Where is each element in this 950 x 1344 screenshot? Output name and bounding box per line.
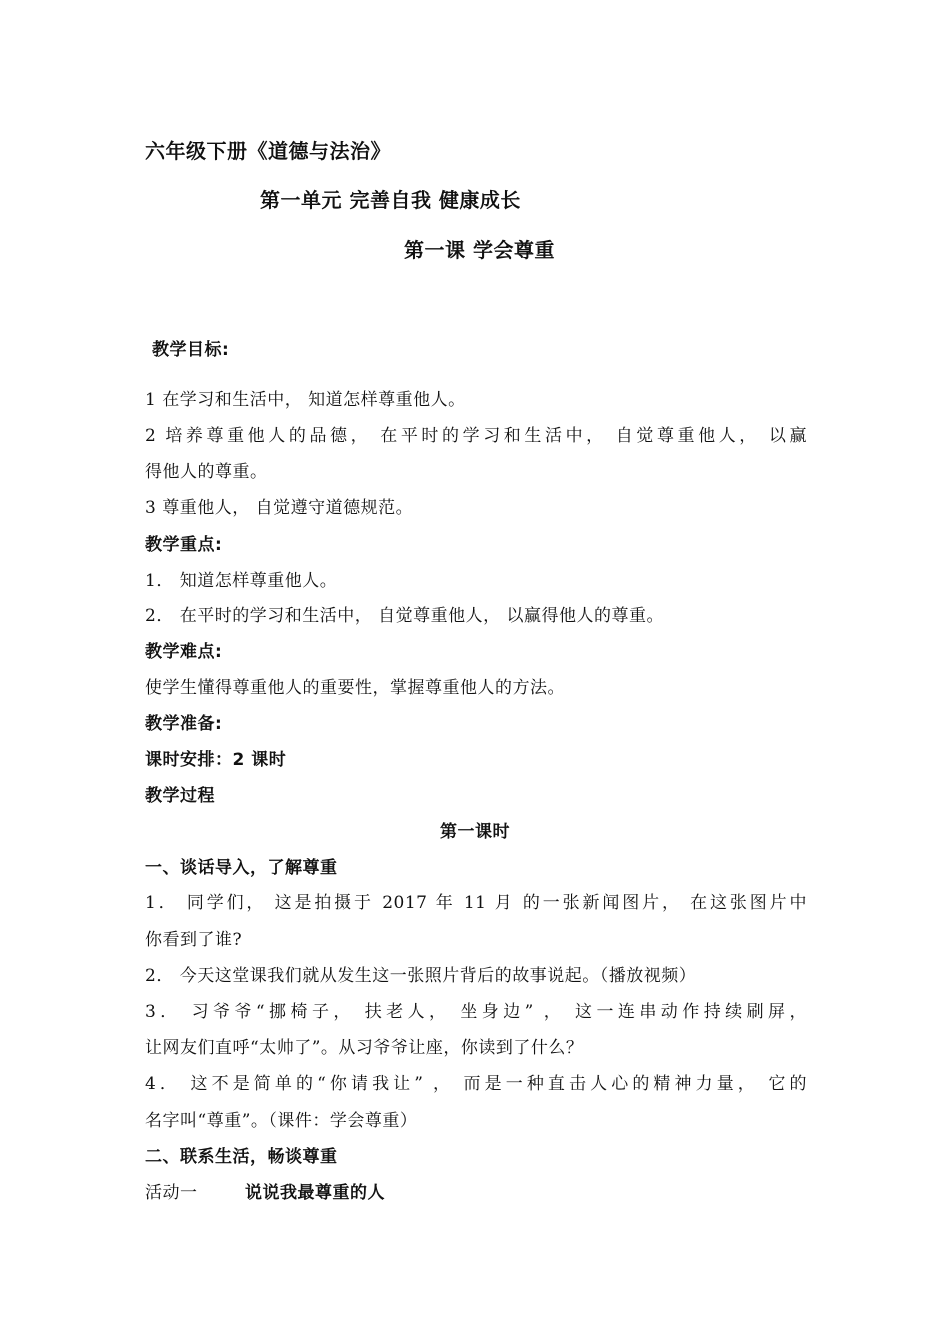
step-2: 2． 今天这堂课我们就从发生这一张照片背后的故事说起。（播放视频） bbox=[145, 966, 697, 986]
period-title: 第一课时 bbox=[440, 822, 510, 842]
key-point-1: 1． 知道怎样尊重他人。 bbox=[145, 571, 338, 591]
objective-3: 3 尊重他人， 自觉遵守道德规范。 bbox=[145, 498, 414, 518]
step-4-line-1: 4． 这不是简单的“你请我让” ， 而是一种直击人心的精神力量， 它的 bbox=[145, 1074, 807, 1094]
preparation-heading: 教学准备: bbox=[145, 714, 223, 734]
section-2-heading: 二、联系生活，畅谈尊重 bbox=[145, 1147, 338, 1167]
lesson-title: 第一课 学会尊重 bbox=[404, 238, 555, 262]
objectives-heading: 教学目标: bbox=[152, 340, 230, 360]
objective-2-line-2: 得他人的尊重。 bbox=[145, 462, 268, 482]
document-title: 六年级下册《道德与法治》 bbox=[145, 139, 391, 163]
step-1-line-1: 1． 同学们， 这是拍摄于 2017 年 11 月 的一张新闻图片， 在这张图片中 bbox=[145, 893, 807, 913]
activity-label: 活动一 bbox=[145, 1183, 198, 1203]
objective-2-line-1: 2 培养尊重他人的品德， 在平时的学习和生活中， 自觉尊重他人， 以赢 bbox=[145, 426, 807, 446]
step-3-line-2: 让网友们直呼“太帅了”。从习爷爷让座，你读到了什么？ bbox=[145, 1038, 584, 1058]
difficulties-heading: 教学难点: bbox=[145, 642, 223, 662]
difficulty-text: 使学生懂得尊重他人的重要性，掌握尊重他人的方法。 bbox=[145, 678, 565, 698]
schedule: 课时安排：2 课时 bbox=[145, 750, 287, 770]
key-points-heading: 教学重点: bbox=[145, 535, 223, 555]
process-heading: 教学过程 bbox=[145, 786, 215, 806]
key-point-2: 2． 在平时的学习和生活中， 自觉尊重他人， 以赢得他人的尊重。 bbox=[145, 606, 665, 626]
activity-title: 说说我最尊重的人 bbox=[245, 1183, 385, 1203]
objective-1: 1 在学习和生活中， 知道怎样尊重他人。 bbox=[145, 390, 466, 410]
unit-title: 第一单元 完善自我 健康成长 bbox=[260, 188, 521, 212]
step-3-line-1: 3． 习爷爷“挪椅子， 扶老人， 坐身边” ， 这一连串动作持续刷屏， bbox=[145, 1002, 807, 1022]
step-4-line-2: 名字叫“尊重”。（课件：学会尊重） bbox=[145, 1111, 418, 1131]
section-1-heading: 一、谈话导入，了解尊重 bbox=[145, 858, 338, 878]
step-1-line-2: 你看到了谁? bbox=[145, 930, 243, 950]
